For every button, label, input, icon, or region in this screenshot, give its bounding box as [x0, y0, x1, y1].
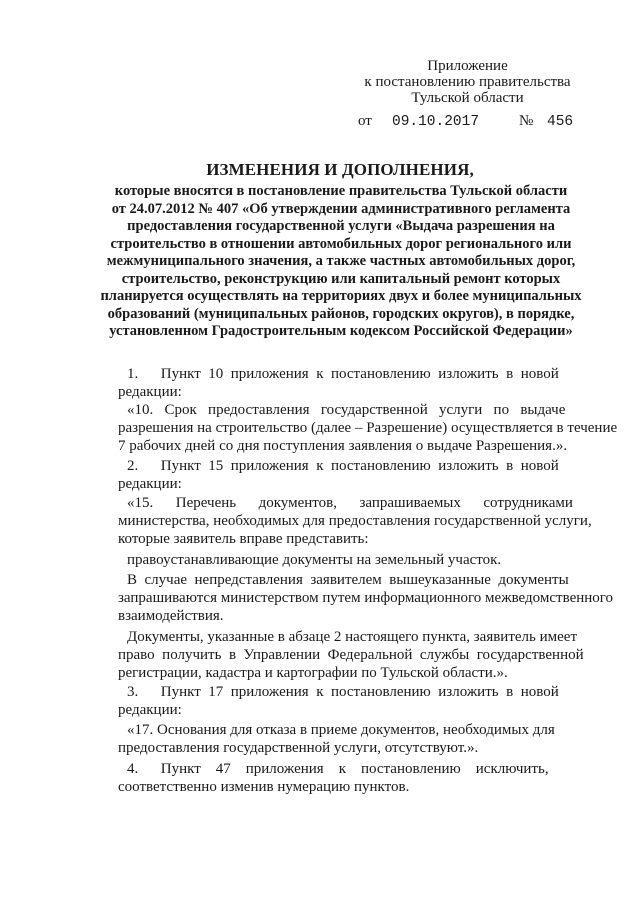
- paragraph-line: В случае непредставления заявителем вышеуказанные документы: [127, 572, 569, 588]
- paragraph-line: редакции:: [118, 702, 182, 718]
- number-label: №: [519, 113, 534, 129]
- subtitle-line: планируется осуществлять на территориях двух и более муниципальных: [100, 288, 582, 304]
- paragraph-line: 3. Пункт 17 приложения к постановлению изложить в новой: [127, 684, 559, 700]
- subtitle-line: которые вносятся в постановление правительства Тульской области: [114, 183, 568, 199]
- document-title: ИЗМЕНЕНИЯ И ДОПОЛНЕНИЯ,: [206, 160, 474, 179]
- paragraph-line: соответственно изменив нумерацию пунктов.: [118, 779, 410, 795]
- subtitle-line: образований (муниципальных районов, городских округов), в порядке,: [107, 305, 575, 322]
- paragraph-line: правоустанавливающие документы на земельный участок.: [127, 552, 502, 568]
- appendix-line-2: к постановлению правительства: [364, 74, 571, 90]
- paragraph-line: 1. Пункт 10 приложения к постановлению изложить в новой: [127, 366, 559, 382]
- paragraph-line: которые заявитель вправе представить:: [118, 531, 369, 547]
- appendix-line-3: Тульской области: [411, 90, 524, 106]
- paragraph-line: разрешения на строительство (далее – Разрешение) осуществляется в течение: [118, 420, 618, 436]
- subtitle-line: строительство, реконструкцию или капитальный ремонт которых: [121, 270, 561, 287]
- subtitle-line: межмуниципального значения, а также частных автомобильных дорог,: [106, 253, 576, 269]
- subtitle-line: от 24.07.2012 № 407 «Об утверждении административного регламента: [111, 200, 571, 217]
- paragraph-line: «17. Основания для отказа в приеме документов, необходимых для: [127, 722, 555, 738]
- resolution-number: 456: [547, 114, 574, 130]
- paragraph-line: Документы, указанные в абзаце 2 настоящего пункта, заявитель имеет: [127, 629, 578, 645]
- paragraph-line: взаимодействия.: [118, 608, 224, 624]
- paragraph-line: редакции:: [118, 476, 182, 492]
- paragraph-line: 7 рабочих дней со дня поступления заявления о выдаче Разрешения.».: [118, 438, 568, 454]
- paragraph-line: «15. Перечень документов, запрашиваемых сотрудниками: [127, 495, 573, 511]
- subtitle-line: строительство в отношении автомобильных дорог регионального или: [110, 235, 572, 252]
- subtitle-line: установленном Градостроительным кодексом Российской Федерации»: [109, 323, 573, 339]
- paragraph-line: «10. Срок предоставления государственной услуги по выдаче: [127, 402, 566, 418]
- appendix-line-1: Приложение: [427, 58, 508, 74]
- from-label: от: [358, 113, 372, 129]
- paragraph-line: редакции:: [118, 384, 182, 400]
- paragraph-line: регистрации, кадастра и картографии по Тульской области.».: [118, 665, 508, 681]
- paragraph-line: 2. Пункт 15 приложения к постановлению изложить в новой: [127, 458, 559, 474]
- subtitle-line: предоставления государственной услуги «Выдача разрешения на: [127, 218, 555, 234]
- resolution-date: 09.10.2017: [392, 114, 480, 130]
- paragraph-line: запрашиваются министерством путем информационного межведомственного: [118, 590, 614, 606]
- paragraph-line: министерства, необходимых для предоставления государственной услуги,: [118, 513, 592, 529]
- paragraph-line: предоставления государственной услуги, отсутствуют.».: [118, 740, 479, 756]
- paragraph-line: право получить в Управлении Федеральной службы государственной: [118, 647, 584, 663]
- paragraph-line: 4. Пункт 47 приложения к постановлению исключить,: [127, 761, 549, 777]
